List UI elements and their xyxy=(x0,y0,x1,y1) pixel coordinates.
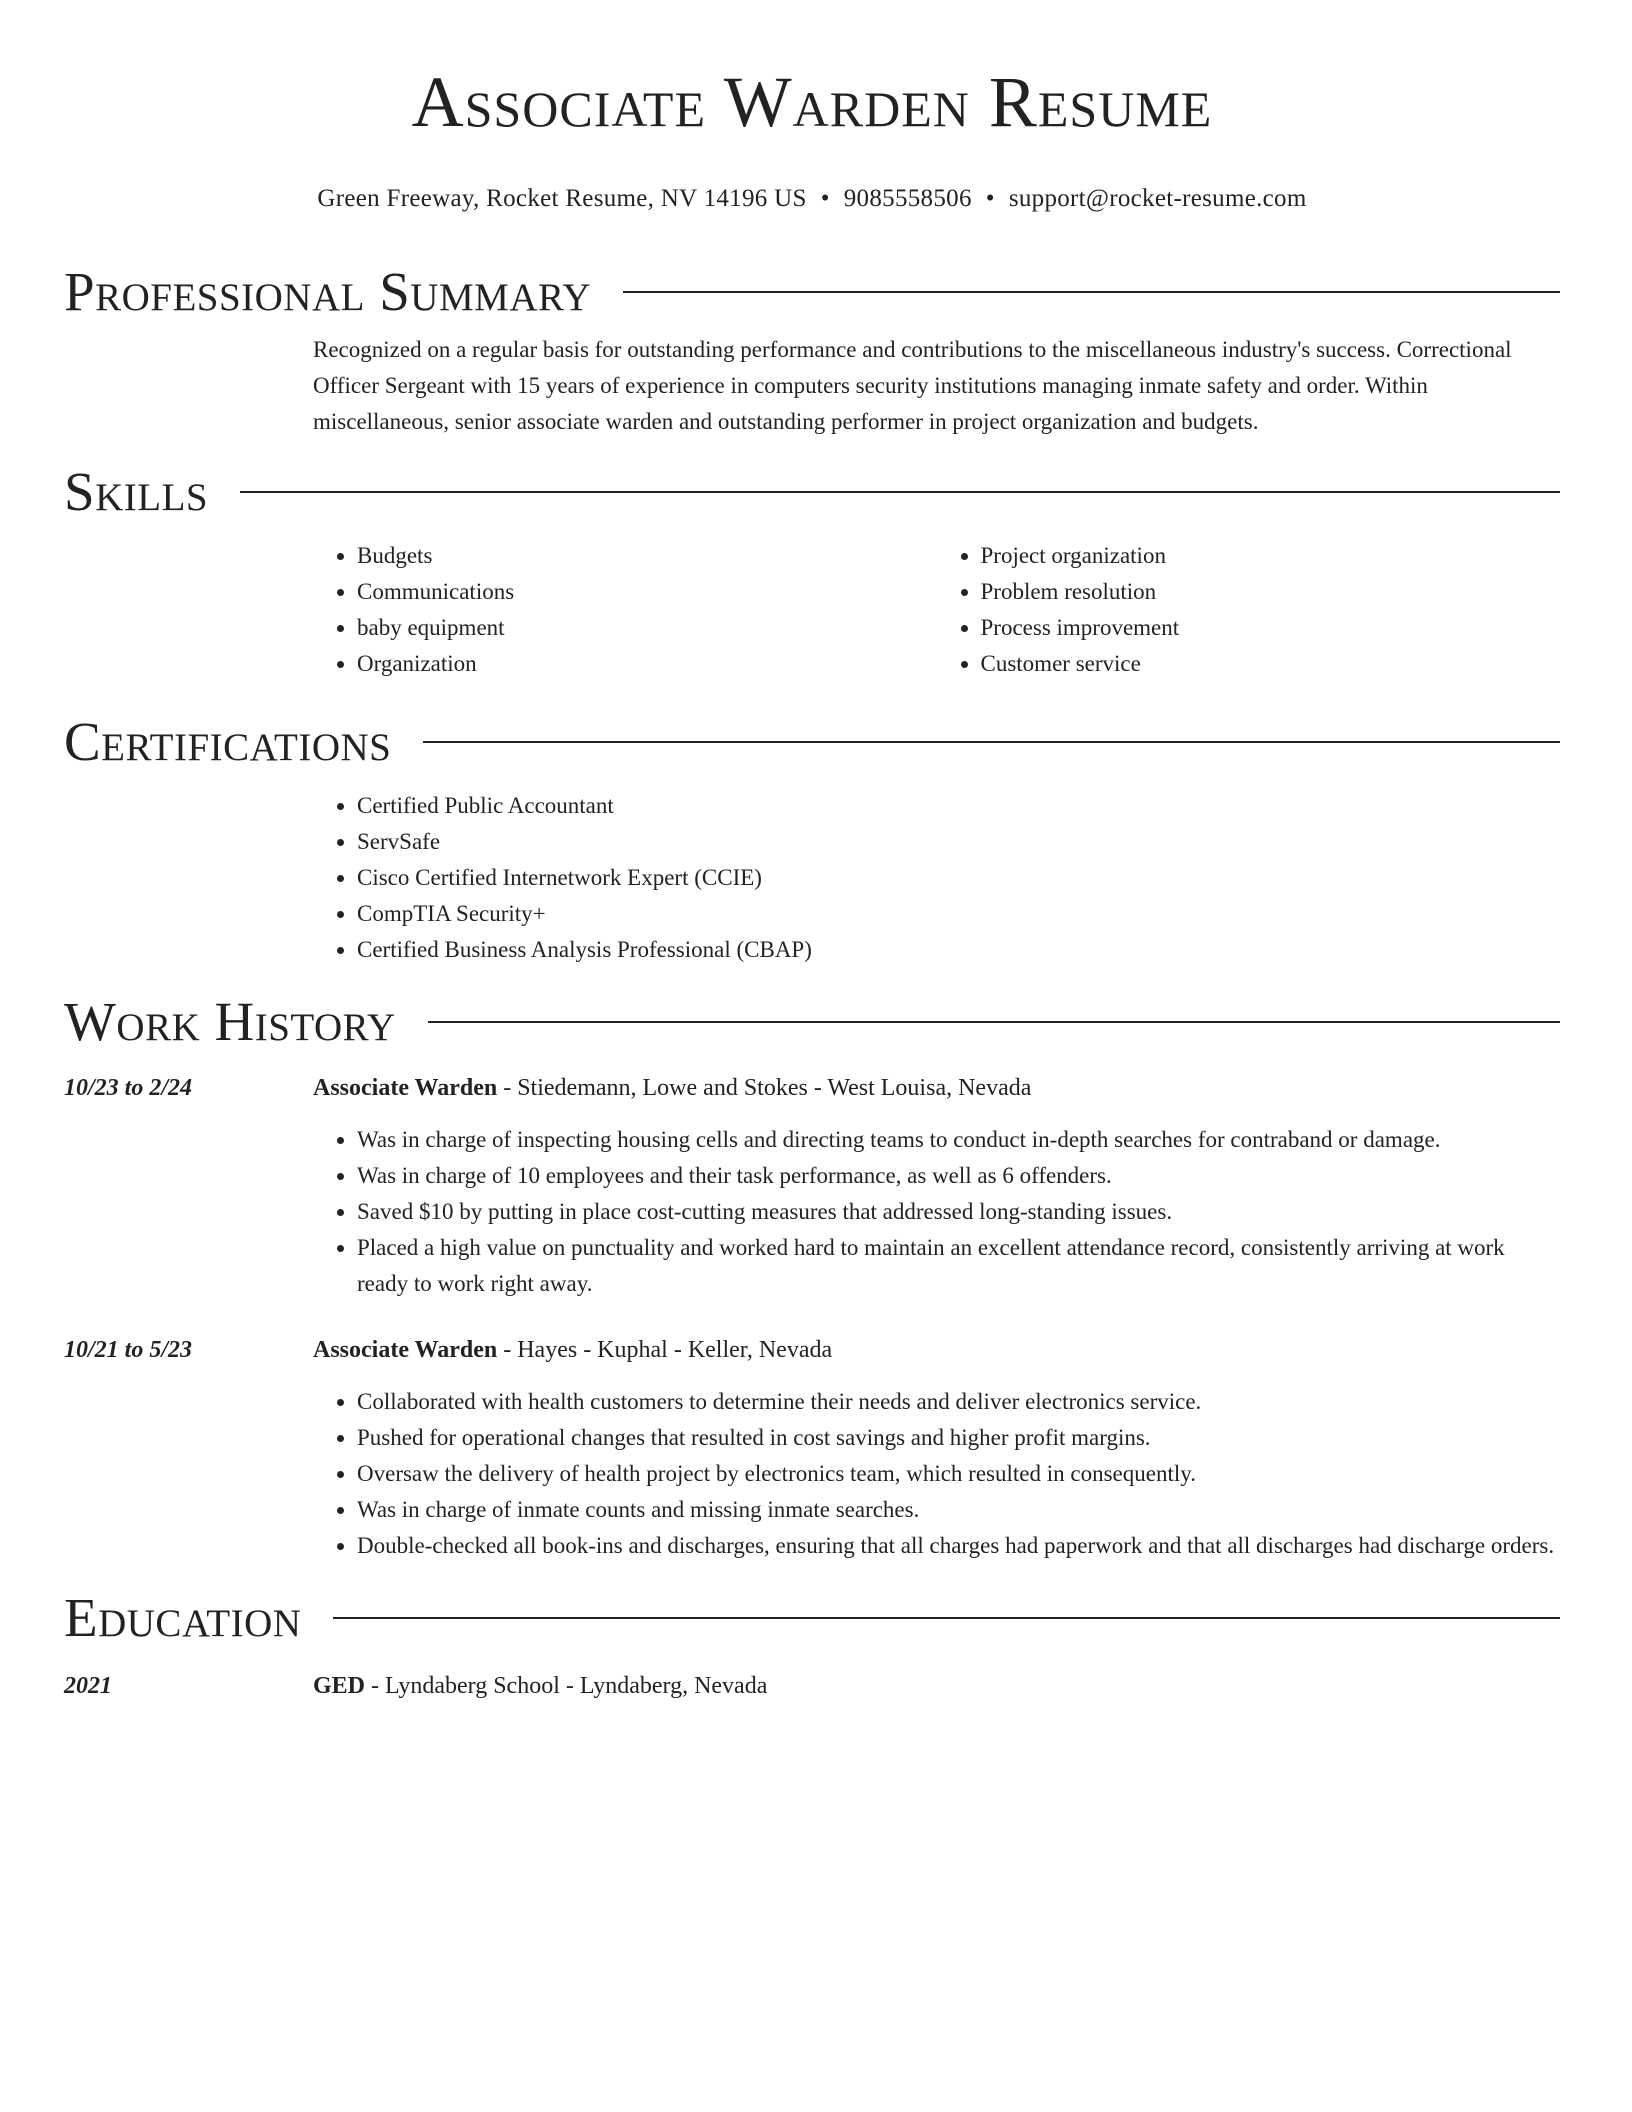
work-history-header xyxy=(64,992,1560,1052)
education-headline xyxy=(313,1668,1560,1704)
section-divider xyxy=(333,1617,1560,1619)
section-title-work-history: Work History xyxy=(64,991,396,1052)
job-duty-item: • Was in charge of 10 employees and their task performance, as well as 6 offenders. xyxy=(357,1158,1560,1194)
summary-header xyxy=(64,262,1560,322)
job-duty-item: • Oversaw the delivery of health project by electronics team, which resulted in consequently. xyxy=(357,1456,1560,1492)
job-title: Associate Warden xyxy=(313,1075,498,1101)
section-title-certifications: Certifications xyxy=(64,711,392,772)
summary-text: Recognized on a regular basis for outstanding performance and contributions to the miscellaneous industry's success. Correctional Officer Sergeant with 15 years of experience in computers security institutions managing inmate safety and order. Within miscellaneous, senior associate warden and outstanding performer in project organization and budgets. xyxy=(313,337,1512,434)
job-title: Associate Warden xyxy=(313,1337,498,1363)
job-duty-item: • Was in charge of inmate counts and missing inmate searches. xyxy=(357,1492,1560,1528)
job-duties-list xyxy=(313,1122,1560,1302)
resume-title: Associate Warden Resume xyxy=(411,62,1213,142)
job-employer: - Hayes - Kuphal - Keller, Nevada xyxy=(497,1337,833,1363)
skills-list-left xyxy=(313,538,937,682)
certifications-section xyxy=(64,712,1560,968)
certification-item: • ServSafe xyxy=(357,824,1560,860)
certification-item: • Cisco Certified Internetwork Expert (CCIE) xyxy=(357,860,1560,896)
skill-item: • baby equipment xyxy=(357,610,937,646)
section-title-education: Education xyxy=(64,1587,302,1648)
section-divider xyxy=(240,491,1560,493)
job-headline xyxy=(313,1332,1560,1368)
contact-address: Green Freeway, Rocket Resume, NV 14196 US xyxy=(317,185,807,212)
work-history-section xyxy=(64,992,1560,1564)
contact-separator: • xyxy=(820,185,830,212)
education-year: 2021 xyxy=(64,1673,112,1699)
resume-page xyxy=(64,0,1560,1704)
job-duty-item: • Was in charge of inspecting housing cells and directing teams to conduct in-depth searches for contraband or damage. xyxy=(357,1122,1560,1158)
job-duties-list xyxy=(313,1384,1560,1564)
job-duty-item: • Collaborated with health customers to determine their needs and deliver electronics service. xyxy=(357,1384,1560,1420)
job-duty-item: • Placed a high value on punctuality and worked hard to maintain an excellent attendance record, consistently arriving at work ready to work right away. xyxy=(357,1230,1560,1302)
certifications-header xyxy=(64,712,1560,772)
summary-section xyxy=(64,262,1560,440)
skill-item: • Budgets xyxy=(357,538,937,574)
skills-list-right xyxy=(937,538,1561,682)
job-employer: - Stiedemann, Lowe and Stokes - West Louisa, Nevada xyxy=(497,1075,1032,1101)
job-duties xyxy=(313,1122,1560,1302)
job-entry xyxy=(64,1070,1560,1302)
job-dates: 10/21 to 5/23 xyxy=(64,1337,193,1363)
education-entry xyxy=(64,1668,1560,1704)
skill-item: • Communications xyxy=(357,574,937,610)
job-entry xyxy=(64,1332,1560,1564)
skills-section xyxy=(64,462,1560,682)
certifications-list xyxy=(313,788,1560,968)
section-title-summary: Professional Summary xyxy=(64,261,592,322)
skill-item: • Customer service xyxy=(981,646,1561,682)
section-divider xyxy=(623,291,1560,293)
education-degree: GED xyxy=(313,1673,366,1699)
job-headline xyxy=(313,1070,1560,1106)
skill-item: • Problem resolution xyxy=(981,574,1561,610)
job-duties xyxy=(313,1384,1560,1564)
contact-separator: • xyxy=(985,185,995,212)
job-duty-item: • Pushed for operational changes that resulted in cost savings and higher profit margins. xyxy=(357,1420,1560,1456)
job-duty-item: • Saved $10 by putting in place cost-cutting measures that addressed long-standing issues. xyxy=(357,1194,1560,1230)
section-title-skills: Skills xyxy=(64,461,209,522)
skill-item: • Project organization xyxy=(981,538,1561,574)
certification-item: • Certified Public Accountant xyxy=(357,788,1560,824)
education-school: - Lyndaberg School - Lyndaberg, Nevada xyxy=(365,1673,768,1699)
education-header xyxy=(64,1588,1560,1648)
skill-item: • Process improvement xyxy=(981,610,1561,646)
section-divider xyxy=(423,741,1560,743)
skills-header xyxy=(64,462,1560,522)
certifications-body xyxy=(313,788,1560,968)
job-dates: 10/23 to 2/24 xyxy=(64,1075,193,1101)
section-divider xyxy=(428,1021,1560,1023)
skill-item: • Organization xyxy=(357,646,937,682)
certification-item: • Certified Business Analysis Professional (CBAP) xyxy=(357,932,1560,968)
summary-body xyxy=(313,332,1560,440)
job-duty-item: • Double-checked all book-ins and discharges, ensuring that all charges had paperwork and that all discharges had discharge orders. xyxy=(357,1528,1560,1564)
certification-item: • CompTIA Security+ xyxy=(357,896,1560,932)
education-section xyxy=(64,1588,1560,1704)
contact-phone: 9085558506 xyxy=(843,185,972,212)
skills-grid xyxy=(313,538,1560,682)
contact-line xyxy=(64,184,1560,214)
contact-email: support@rocket-resume.com xyxy=(1008,185,1307,212)
